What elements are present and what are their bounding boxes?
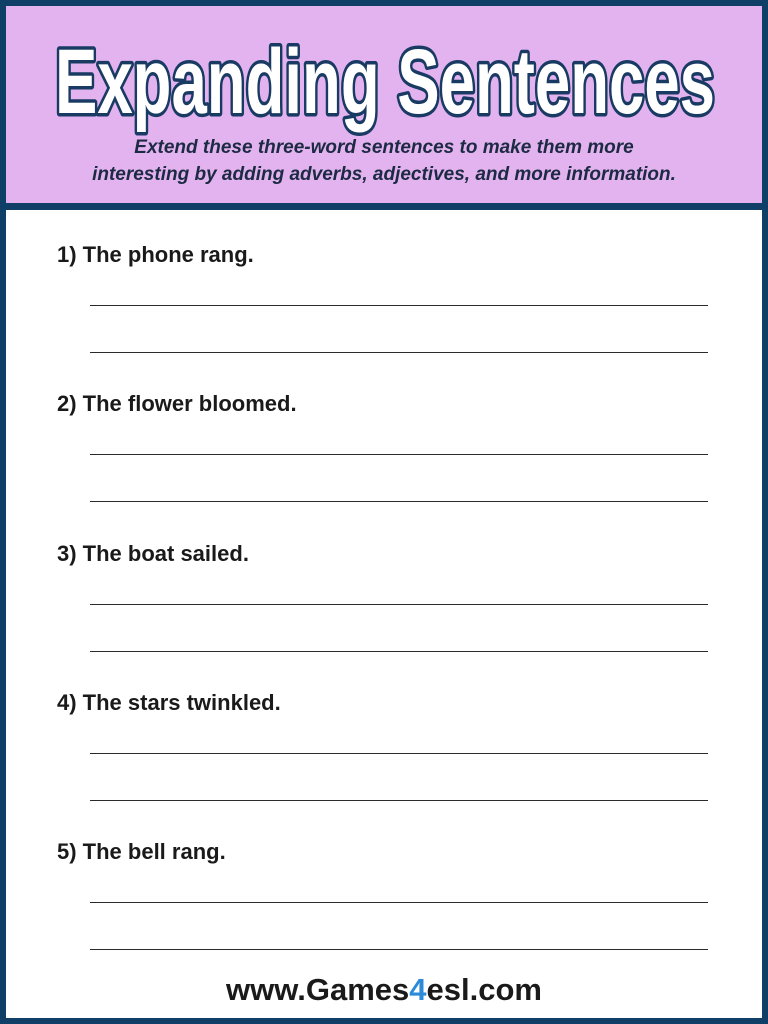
question-prompt: 4) The stars twinkled. [57, 689, 281, 715]
website-highlight: 4 [409, 972, 427, 1007]
answer-line [90, 305, 708, 306]
question-item [0, 240, 768, 389]
answer-line [90, 604, 708, 605]
instructions [0, 134, 768, 188]
question-prompt: 5) The bell rang. [57, 839, 226, 864]
website-suffix: esl.com [426, 972, 542, 1007]
website-prefix: www.Games [226, 972, 410, 1007]
answer-line [90, 454, 708, 455]
question-item [0, 688, 768, 837]
question-list [0, 240, 768, 986]
header-divider [0, 203, 768, 210]
question-item [0, 539, 768, 688]
answer-line [90, 651, 708, 652]
question-prompt: 3) The boat sailed. [57, 540, 249, 566]
footer-website [0, 970, 768, 1010]
worksheet-title-text: Expanding Sentences [55, 31, 715, 133]
question-item [0, 389, 768, 538]
answer-line [90, 902, 708, 903]
instructions-line: interesting by adding adverbs, adjectives, and more information. [92, 164, 676, 185]
answer-line [90, 501, 708, 502]
question-prompt: 2) The flower bloomed. [57, 391, 297, 417]
question-item [0, 837, 768, 986]
answer-line [90, 753, 708, 754]
instructions-line: Extend these three-word sentences to make them more [134, 137, 634, 158]
answer-line [90, 352, 708, 353]
answer-line [90, 800, 708, 801]
answer-line [90, 949, 708, 950]
question-prompt: 1) The phone rang. [57, 242, 254, 267]
worksheet-title [0, 0, 768, 140]
